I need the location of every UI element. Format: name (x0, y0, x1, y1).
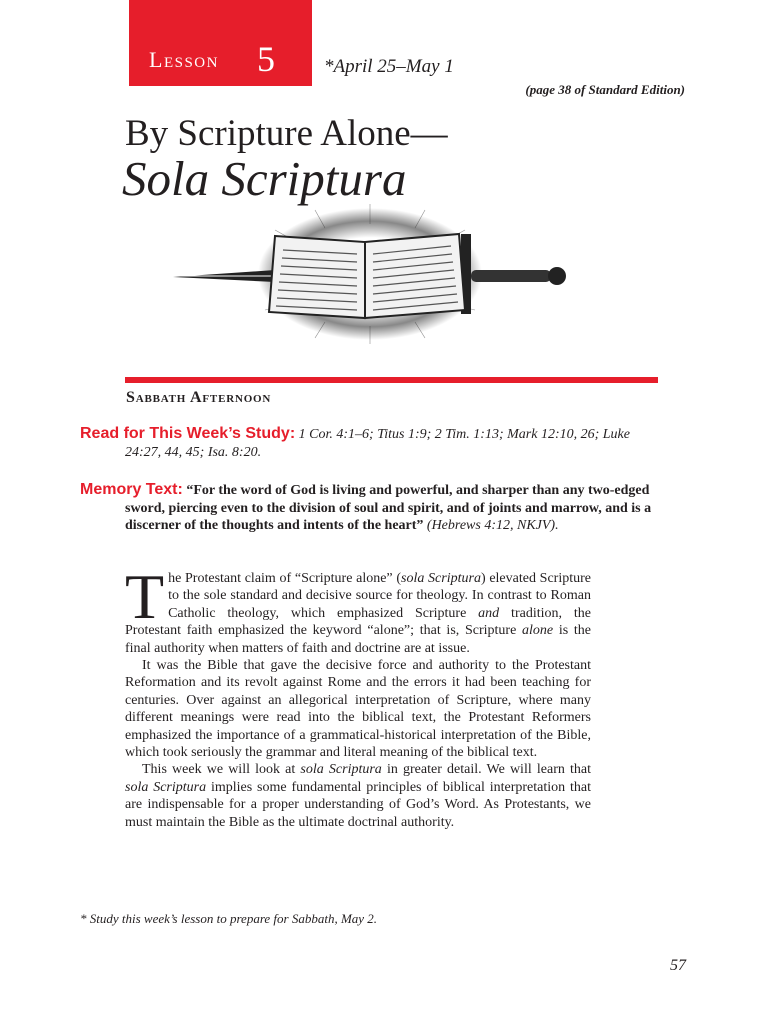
memory-reference: (Hebrews 4:12, NKJV). (426, 518, 559, 533)
page-title: By Scripture Alone— (125, 113, 448, 154)
footnote: * Study this week’s lesson to prepare for Sabbath, May 2. (80, 911, 378, 926)
read-label: Read for This Week’s Study: (80, 425, 296, 442)
drop-cap: T (125, 561, 165, 632)
edition-note: (page 38 of Standard Edition) (525, 82, 685, 97)
memory-verse: “For the word of God is living and powerful, and sharper than any two-edged sword, piercing even to the division of soul and spirit, and of joints and marrow, and is a discerner of the thoughts and intents of the heart” (125, 483, 652, 533)
page-subtitle: Sola Scriptura (122, 151, 407, 206)
bible-sword-icon (165, 200, 575, 360)
read-for-study (80, 425, 645, 462)
lesson-badge (129, 0, 312, 86)
section-heading: Sabbath Afternoon (126, 389, 272, 406)
section-divider (125, 377, 658, 383)
paragraph-1: The Protestant claim of “Scripture alone” (sola Scriptura) elevated Scripture to the sole standard and decisive source for theology. In contrast to Roman Catholic theology, which emphasized Scripture and tradition, the Protestant faith emphasized the keyword “alone”; that is, Scripture alone is the final authority when matters of faith and doctrine are at issue. (125, 561, 591, 656)
read-references: 1 Cor. 4:1–6; Titus 1:9; 2 Tim. 1:13; Mark 12:10, 26; Luke 24:27, 44, 45; Isa. 8:20. (125, 427, 630, 460)
lesson-number: 5 (257, 39, 275, 79)
paragraph-3: This week we will look at sola Scriptura in greater detail. We will learn that sola Scriptura implies some fundamental principles of biblical interpretation that are indispensable for a proper understanding of God’s Word. As Protestants, we must maintain the Bible as the ultimate doctrinal authority. (125, 762, 591, 830)
memory-label: Memory Text: (80, 481, 183, 498)
memory-text (80, 481, 655, 535)
lesson-label: Lesson (149, 47, 219, 72)
lesson-dates: *April 25–May 1 (324, 56, 454, 77)
paragraph-2: It was the Bible that gave the decisive force and authority to the Protestant Reformation and its revolt against Rome and the errors it had been teaching for centuries. Over against an allegorical interpretation of Scripture, where many different meanings were read into the biblical text, the Protestant Reformers emphasized the importance of a grammatical-historical interpretation of the Bible, which took seriously the grammar and literal meaning of the biblical text. (125, 658, 591, 761)
page-number: 57 (670, 957, 686, 974)
lesson-body (125, 561, 591, 831)
